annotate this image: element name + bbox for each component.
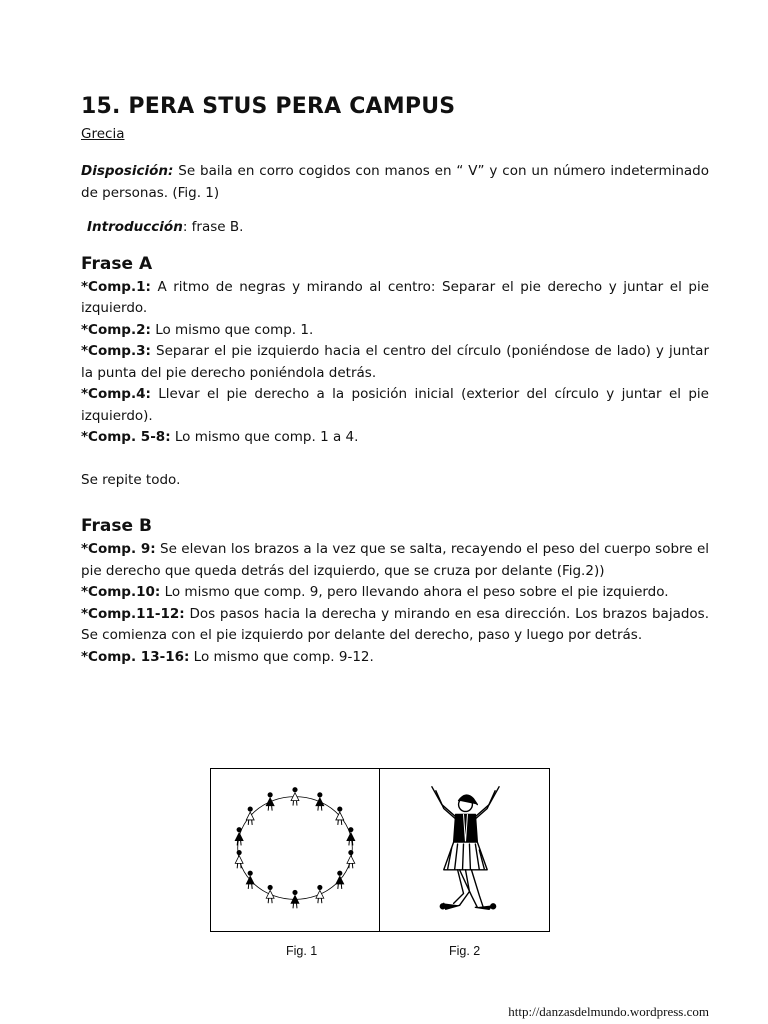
frase-a-heading: Frase A xyxy=(81,253,153,274)
figure-1-caption: Fig. 1 xyxy=(286,944,318,958)
frase-a-step xyxy=(81,320,709,342)
step-text: Llevar el pie derecho a la posición inicial (exterior del círculo y juntar el pie izquierdo). xyxy=(81,386,709,424)
introduccion-text: : frase B. xyxy=(182,219,244,235)
spacer xyxy=(81,449,709,470)
frase-a-step xyxy=(81,384,709,427)
small-dancer-icon xyxy=(246,871,254,889)
step-label: *Comp. 13-16: xyxy=(81,648,190,665)
frase-b-heading: Frase B xyxy=(81,516,152,536)
step-text: Lo mismo que comp. 1. xyxy=(150,321,314,338)
step-label: *Comp. 5-8: xyxy=(81,429,171,445)
step-text: A ritmo de negras y mirando al centro: Separar el pie derecho y juntar el pie izquierdo. xyxy=(81,278,709,316)
step-text: Lo mismo que comp. 9, pero llevando ahora el peso sobre el pie izquierdo. xyxy=(160,584,669,600)
dancer-arms-raised-icon xyxy=(380,769,549,931)
figure-2-caption: Fig. 2 xyxy=(449,944,481,958)
frase-b-step xyxy=(81,582,709,604)
figure-2 xyxy=(380,769,549,931)
small-dancer-icon xyxy=(316,792,324,810)
figure-1 xyxy=(211,769,380,931)
frase-a-step xyxy=(81,427,709,449)
frase-b-step xyxy=(81,604,709,647)
dance-title: 15. PERA STUS PERA CAMPUS xyxy=(81,94,456,119)
step-text: Se elevan los brazos a la vez que se salta, recayendo el peso del cuerpo sobre el pie derecho que queda detrás del izquierdo, que se cruza por delante (Fig.2)) xyxy=(81,541,710,579)
frase-a-step xyxy=(81,277,709,320)
frase-a-step xyxy=(81,341,709,384)
step-label: *Comp.10: xyxy=(81,584,161,600)
disposicion-paragraph xyxy=(81,161,709,204)
small-dancer-icon xyxy=(347,827,355,845)
small-dancer-icon xyxy=(347,850,355,868)
repeat-note: Se repite todo. xyxy=(81,471,181,488)
step-text: Lo mismo que comp. 1 a 4. xyxy=(170,429,359,445)
step-text: Lo mismo que comp. 9-12. xyxy=(189,648,374,665)
introduccion-paragraph xyxy=(81,217,709,239)
frase-b-step xyxy=(81,647,709,669)
country-label: Grecia xyxy=(81,126,125,142)
step-label: *Comp.3: xyxy=(81,343,151,359)
introduccion-label: Introducción xyxy=(87,219,183,235)
step-label: *Comp.11-12: xyxy=(81,605,185,622)
figures-box xyxy=(210,768,550,932)
step-label: *Comp. 9: xyxy=(81,541,156,557)
footer-url: http://danzasdelmundo.wordpress.com xyxy=(508,1004,709,1019)
disposicion-label: Disposición: xyxy=(81,163,174,179)
small-dancer-icon xyxy=(266,792,274,810)
small-dancer-icon xyxy=(246,807,254,825)
dancers-circle-icon xyxy=(211,769,379,931)
small-dancer-icon xyxy=(316,885,324,903)
document-body xyxy=(81,92,709,668)
step-text: Dos pasos hacia la derecha y mirando en esa dirección. Los brazos bajados. Se comienza con el pie izquierdo por delante del derecho, paso y luego por detrás. xyxy=(81,605,709,643)
frase-b-step xyxy=(81,539,709,582)
step-label: *Comp.4: xyxy=(81,386,151,402)
small-dancer-icon xyxy=(336,871,344,889)
small-dancer-icon xyxy=(266,885,274,903)
disposicion-text: Se baila en corro cogidos con manos en “ V” y con un número indeterminado de personas. (Fig. 1) xyxy=(81,163,709,201)
step-label: *Comp.1: xyxy=(81,278,151,295)
small-dancer-icon xyxy=(336,807,344,825)
step-label: *Comp.2: xyxy=(81,321,151,338)
small-dancer-icon xyxy=(235,827,243,845)
step-text: Separar el pie izquierdo hacia el centro del círculo (poniéndose de lado) y juntar la punta del pie derecho poniéndola detrás. xyxy=(81,343,709,381)
small-dancer-icon xyxy=(235,850,243,868)
